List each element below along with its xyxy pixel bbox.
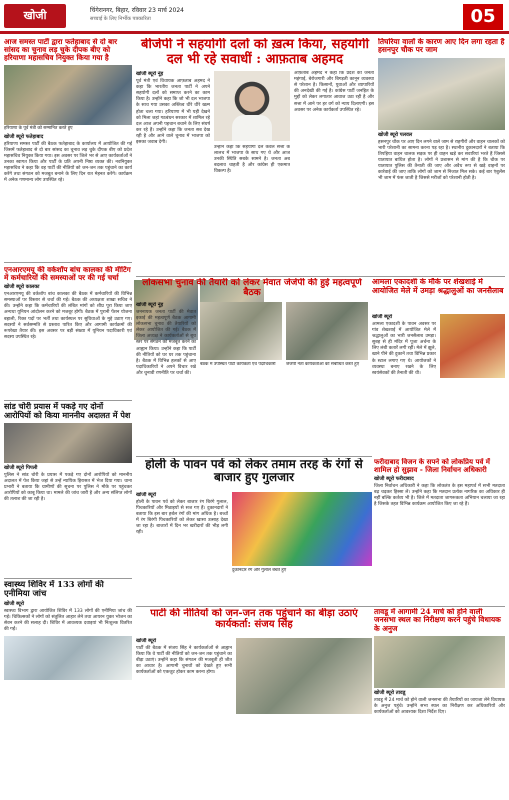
story-body: आफ़ताब अहमद ने कहा कि प्रदेश की जनता महंगाई, बेरोजगारी और बिगड़ती कानून व्यवस्था से परेशान है। किसानों, युवाओं और व्यापारियों की अनदेखी की गई है। कांग्रेस पार्टी जनहित के मुद्दों को लेकर लगातार आवाज उठा रही है और सत्ता में आने पर हर वर्ग को न्याय दिलाएगी। इस अवसर पर अनेक कार्यकर्ता उपस्थित रहे। xyxy=(294,71,374,113)
newspaper-logo: खोजी xyxy=(4,4,66,28)
amla-text xyxy=(372,314,436,454)
story-photo xyxy=(286,302,368,360)
divider xyxy=(4,262,132,263)
masthead xyxy=(0,0,509,34)
story-headline: एनआरएमयू की वर्कशॉप बांच कालका की मीटिंग में कर्मचारियों की समस्याओं पर की गई चर्चा xyxy=(4,266,131,283)
story-body: जननायक जनता पार्टी की मेवात इकाई की महत्वपूर्ण बैठक आगामी लोकसभा चुनाव की तैयारियों को लेकर आयोजित की गई। बैठक में जिला अध्यक्ष ने कार्यकर्ताओं से बूथ स्तर पर संगठन को मजबूत करने का आह्वान किया। उन्होंने कहा कि पार्टी की नीतियों को घर घर तक पहुंचाना है। बैठक में विभिन्न हलकों से आए पदाधिकारियों ने अपने विचार रखे और चुनावी रणनीति पर चर्चा की। xyxy=(136,310,196,376)
masthead-date: चिंगेरानगर, बिहार, रविवार 23 मार्च 2024 xyxy=(90,7,184,14)
story-body: स्वास्थ्य विभाग द्वारा आयोजित शिविर में 133 लोगों की एनीमिया जांच की गई। चिकित्सकों ने लोगों को संतुलित आहार लेने तथा आयरन युक्त भोजन का सेवन करने की सलाह दी। शिविर में आवश्यक दवाइयां भी निःशुल्क वितरित की गईं। xyxy=(4,608,132,633)
story-body: पूर्व मंत्री एवं विधायक आफ़ताब अहमद ने कहा कि भारतीय जनता पार्टी ने अपने सहयोगी दलों को समाप्त करने का काम किया है। उन्होंने कहा कि जो भी दल भाजपा के साथ गया उसका अस्तित्व धीरे धीरे खत्म होता चला गया। हरियाणा में भी यही देखने को मिला जहां गठबंधन सरकार में शामिल रहे दल आज अपनी पहचान बचाने के लिए संघर्ष कर रहे हैं। उन्होंने कहा कि जनता सब देख रही है और आने वाले चुनाव में भाजपा को इसका जवाब देगी। xyxy=(136,79,210,146)
story-byline: खोजी ब्यूरो xyxy=(136,492,157,498)
story-body: जिला निर्वाचन अधिकारी ने कहा कि लोकतंत्र के इस महापर्व में सभी मतदाता बढ़ चढ़कर हिस्सा लें। उन्होंने कहा कि मतदान प्रत्येक नागरिक का अधिकार ही नहीं बल्कि कर्तव्य भी है। जिले में मतदाता जागरूकता अभियान चलाया जा रहा है जिसके तहत विभिन्न कार्यक्रम आयोजित किए जा रहे हैं। xyxy=(374,483,505,507)
story-byline: खोजी ब्यूरो फरीदाबाद xyxy=(374,475,414,482)
story-photo xyxy=(4,636,132,680)
story-saand-chori xyxy=(4,402,132,562)
story-body: आमला एकादशी के पावन अवसर पर गांव शेखशाई में आयोजित मेले में श्रद्धालुओं का भारी जनसैलाब उमड़ा। सुबह से ही मंदिर में पूजा अर्चना के लिए लंबी कतारें लगी रहीं। मेले में झूले, खाने पीने की दुकानें तथा विभिन्न प्रकार के स्टाल लगाए गए थे। आयोजकों ने व्यवस्था बनाए रखने के लिए स्वयंसेवकों की तैनाती की थी। xyxy=(372,322,436,376)
story-byline: खोजी ब्यूरो फतेहाबाद xyxy=(4,133,44,140)
story-headline: स्वास्थ्य शिविर में 133 लोगों की एनीमिया जांच xyxy=(4,580,104,599)
story-headline: तावडू में आगामी 24 मार्च को होने वाली जनसभा स्थल का निरीक्षण करने पहुंचे विधायक के अनुज xyxy=(374,608,501,633)
story-jjp-meeting xyxy=(136,278,368,454)
masthead-tagline: सच्चाई के लिए निर्भीक पत्रकारिता xyxy=(90,16,151,22)
story-photo xyxy=(200,302,282,360)
story-headline: होली के पावन पर्व को लेकर तमाम तरह के रंगों से बाजार हुए गुलजार xyxy=(145,458,363,485)
story-body: हरियाणा समस्त पार्टी की बैठक फतेहाबाद के कार्यालय में आयोजित की गई जिसमें फतेहाबाद से दो बार सांसद का चुनाव लड़ चुके दीपक बीए को प्रदेश महासचिव नियुक्त किया गया। इस अवसर पर जिले भर से आए कार्यकर्ताओं ने उनका स्वागत किया और पार्टी के प्रति अपनी निष्ठा व्यक्त की। नवनियुक्त महासचिव ने कहा कि वह पार्टी की नीतियों को जन-जन तक पहुंचाने का कार्य करेंगे तथा संगठन को मजबूत बनाने के लिए दिन रात मेहनत करेंगे। कार्यक्रम में अनेक गणमान्य लोग उपस्थित रहे। xyxy=(4,141,132,184)
story-byline: खोजी ब्यूरो नूंह xyxy=(136,71,164,78)
story-health-camp xyxy=(4,580,132,796)
holi-text xyxy=(136,492,228,604)
story-photo xyxy=(378,58,505,130)
divider xyxy=(136,456,372,457)
lead-portrait xyxy=(214,71,290,141)
photo-caption: बैठक में उपस्थित पार्टी कार्यकर्ता एवं पदाधिकारी xyxy=(200,362,276,367)
lead-headline: बीजेपी ने सहयोगी दलों को ख़त्म किया, सहयोगी दल भी रहे सवाधीं : आफ़ताब अहमद xyxy=(141,38,369,67)
story-body: तावडू में 24 मार्च को होने वाली जनसभा की तैयारियों का जायजा लेने विधायक के अनुज पहुंचे। उन्होंने सभा स्थल का निरीक्षण कर अधिकारियों और कार्यकर्ताओं को आवश्यक दिशा निर्देश दिए। xyxy=(374,697,505,716)
story-amla-ekadashi xyxy=(372,278,505,454)
photo-caption: दुकानदार रंग और गुलाल बेचते हुए xyxy=(232,568,287,573)
story-headline: फरीदाबाद विजन के सपने को लोकप्रिय पर्व में शामिल हो सुझाव - जिला निर्वाचन अधिकारी xyxy=(374,458,490,474)
story-hasanpur-jam xyxy=(378,38,505,266)
story-faridabad-vision xyxy=(374,458,505,604)
jjp-text-col xyxy=(136,302,196,452)
story-headline: आमला एकादशी के मौके पर शेखशाई में आयोजित मेले में उमड़ा श्रद्धालुओं का जनसैलाब xyxy=(372,278,504,295)
story-byline: खोजी ब्यूरो नूंह xyxy=(136,302,164,308)
story-byline: खोजी ब्यूरो पिपली xyxy=(4,464,38,471)
story-sanjay-singh xyxy=(136,608,372,796)
lead-col-2 xyxy=(214,145,290,261)
story-headline: लोकसभा चुनाव की तैयारी को लेकर मेवात जेजेपी की हुई महत्वपूर्ण बैठक xyxy=(142,278,362,299)
story-photo xyxy=(4,423,132,463)
photo-caption: हरियाणा के पूर्व मंत्री को सम्मानित करते हुए xyxy=(4,126,73,132)
story-photo xyxy=(440,314,505,378)
divider xyxy=(136,276,505,277)
story-byline: खोजी ब्यूरो xyxy=(4,600,25,607)
story-headline: आज समस्त पार्टी द्वारा फतेहाबाद से दो बार सांसद का चुनाव लड़ चुके दीपक बीए को हरियाणा महासचिव नियुक्त किया गया है xyxy=(4,38,118,63)
lead-col-1 xyxy=(136,71,210,261)
masthead-meta xyxy=(90,6,390,22)
divider xyxy=(4,400,132,401)
page-number: 05 xyxy=(463,4,503,30)
divider xyxy=(4,578,132,579)
story-nrmu xyxy=(4,266,132,396)
story-body: उन्होंने कहा कि सहयोगी दल केवल सत्ता के लालच में भाजपा के साथ गए थे और आज उनकी स्थिति सबके सामने है। जनता अब बदलाव चाहती है और कांग्रेस ही एकमात्र विकल्प है। xyxy=(214,145,290,175)
photo-caption: जेजेपी नेता कार्यकर्ताओं को संबोधित करते हुए xyxy=(286,362,360,367)
story-body: होली के पावन पर्व को लेकर बाजार रंग बिरंगे गुलाल, पिचकारियों और मिठाइयों से सज गए हैं। दुकानदारों ने बताया कि इस बार हर्बल रंगों की मांग अधिक है। बच्चों में रंग बिरंगी पिचकारियों को लेकर खासा उत्साह देखा जा रहा है। बाजारों में दिन भर खरीदारों की भीड़ लगी रही। xyxy=(136,500,228,536)
divider xyxy=(136,606,505,607)
story-byline: खोजी ब्यूरो xyxy=(136,638,157,644)
story-body: पुलिस ने सांड चोरी के प्रयास में पकड़े गए दोनों आरोपियों को माननीय अदालत में पेश किया जहां से उन्हें न्यायिक हिरासत में भेज दिया गया। थाना प्रभारी ने बताया कि ग्रामीणों की सूचना पर पुलिस ने मौके पर पहुंचकर आरोपियों को काबू किया था। मामले की जांच जारी है और अन्य संलिप्त लोगों की तलाश की जा रही है। xyxy=(4,472,132,503)
sanjay-text xyxy=(136,638,232,796)
story-byline: खोजी ब्यूरो xyxy=(372,314,393,320)
lead-body-columns xyxy=(136,71,374,261)
story-body: एनआरएमयू की वर्कशॉप बांच कालका की बैठक में कर्मचारियों की विभिन्न समस्याओं पर विस्तार से चर्चा की गई। बैठक की अध्यक्षता शाखा सचिव ने की। उन्होंने कहा कि कर्मचारियों की लंबित मांगों को शीघ्र पूरा किया जाए अन्यथा यूनियन आंदोलन करने को मजबूर होगी। बैठक में पुरानी पेंशन योजना बहाली, रिक्त पदों पर भर्ती तथा कार्यस्थल पर सुविधाओं के मुद्दे उठाए गए। सदस्यों ने सर्वसम्मति से प्रस्ताव पारित किए और आगामी कार्यक्रमों की रूपरेखा तैयार की। इस अवसर पर बड़ी संख्या में यूनियन पदाधिकारी एवं सदस्य उपस्थित रहे। xyxy=(4,292,132,340)
story-photo xyxy=(374,636,505,688)
story-headline: सांड चोरी प्रयास में पकड़े गए दोनों आरोपियों को किया माननीय अदालत में पेश xyxy=(4,402,131,420)
story-tavdu-rally xyxy=(374,608,505,796)
story-holi xyxy=(136,458,372,604)
story-byline: खोजी ब्यूरो पलवल xyxy=(378,131,413,138)
lead-story xyxy=(136,38,374,274)
story-samast-party xyxy=(4,38,132,291)
story-photo xyxy=(236,638,372,714)
lead-col-3 xyxy=(294,71,374,261)
story-byline: खोजी ब्यूरो कालका xyxy=(4,284,40,291)
story-byline: खोजी ब्यूरो तावडू xyxy=(374,689,406,696)
story-headline: पार्टी की नीतियों को जन-जन तक पहुंचाने का बीड़ा उठाएं कार्यकर्ता: संजय सिंह xyxy=(150,608,358,631)
story-body: हसनपुर चौक पर आए दिन लगने वाले जाम से राहगीरों और वाहन चालकों को भारी परेशानी का सामना करना पड़ रहा है। स्थानीय दुकानदारों ने बताया कि तिपहिया वाहन चालक सड़क पर ही वाहन खड़े कर सवारियां भरते हैं जिससे यातायात बाधित होता है। लोगों ने प्रशासन से मांग की है कि चौक पर यातायात पुलिस की तैनाती की जाए और अवैध रूप से खड़े वाहनों पर कार्रवाई की जाए ताकि लोगों को जाम से निजात मिल सके। कई बार एंबुलेंस भी जाम में फंस जाती है जिससे मरीजों को परेशानी होती है। xyxy=(378,139,505,182)
story-photo xyxy=(232,492,372,566)
story-body: पार्टी की बैठक में संजय सिंह ने कार्यकर्ताओं से आह्वान किया कि वे पार्टी की नीतियों को जन-जन तक पहुंचाने का बीड़ा उठाएं। उन्होंने कहा कि संगठन की मजबूती ही जीत का आधार है। आगामी चुनावों को देखते हुए सभी कार्यकर्ताओं को एकजुट होकर काम करना होगा। xyxy=(136,646,232,676)
story-photo xyxy=(4,65,132,125)
story-headline: तिघरिया वालों के कारण आए दिन लगा रहता है हसनपुर चौक पर जाम xyxy=(378,38,505,55)
